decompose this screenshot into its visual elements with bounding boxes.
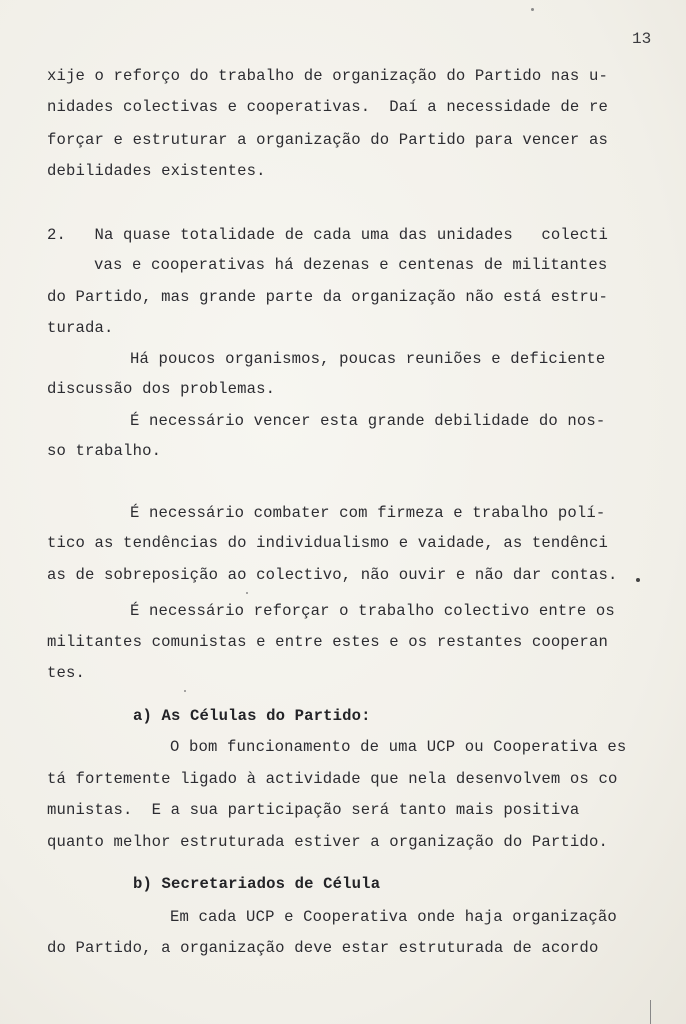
text-line: Há poucos organismos, poucas reuniões e deficiente <box>130 350 606 368</box>
section-heading: a) As Células do Partido: <box>133 707 371 725</box>
text-line: vas e cooperativas há dezenas e centenas de militantes <box>94 256 608 274</box>
text-line: militantes comunistas e entre estes e os restantes cooperan <box>47 633 608 651</box>
text-line: discussão dos problemas. <box>47 380 276 398</box>
text-line: tes. <box>47 664 86 682</box>
text-line: so trabalho. <box>47 442 162 460</box>
text-line: tá fortemente ligado à actividade que nela desenvolvem os co <box>47 770 618 788</box>
text-line: munistas. E a sua participação será tanto mais positiva <box>47 801 580 819</box>
text-line: 2. Na quase totalidade de cada uma das unidades colecti <box>47 226 608 244</box>
text-line: nidades colectivas e cooperativas. Daí a necessidade de re <box>47 98 608 116</box>
text-line: O bom funcionamento de uma UCP ou Cooperativa es <box>170 738 627 756</box>
text-line: tico as tendências do individualismo e vaidade, as tendênci <box>47 534 608 552</box>
text-line: as de sobreposição ao colectivo, não ouvir e não dar contas. <box>47 566 618 584</box>
page-number: 13 <box>632 30 652 48</box>
text-line: do Partido, a organização deve estar estruturada de acordo <box>47 939 599 957</box>
text-line: xije o reforço do trabalho de organização do Partido nas u- <box>47 67 608 85</box>
section-heading: b) Secretariados de Célula <box>133 875 381 893</box>
text-line: debilidades existentes. <box>47 162 266 180</box>
text-line: É necessário vencer esta grande debilidade do nos- <box>130 412 606 430</box>
text-line: É necessário reforçar o trabalho colectivo entre os <box>130 602 615 620</box>
text-line: forçar e estruturar a organização do Partido para vencer as <box>47 131 608 149</box>
text-line: Em cada UCP e Cooperativa onde haja organização <box>170 908 617 926</box>
text-line: do Partido, mas grande parte da organização não está estru- <box>47 288 608 306</box>
text-line: turada. <box>47 319 114 337</box>
margin-mark <box>650 1000 651 1024</box>
text-line: É necessário combater com firmeza e trabalho polí- <box>130 504 606 522</box>
text-line: quanto melhor estruturada estiver a organização do Partido. <box>47 833 608 851</box>
